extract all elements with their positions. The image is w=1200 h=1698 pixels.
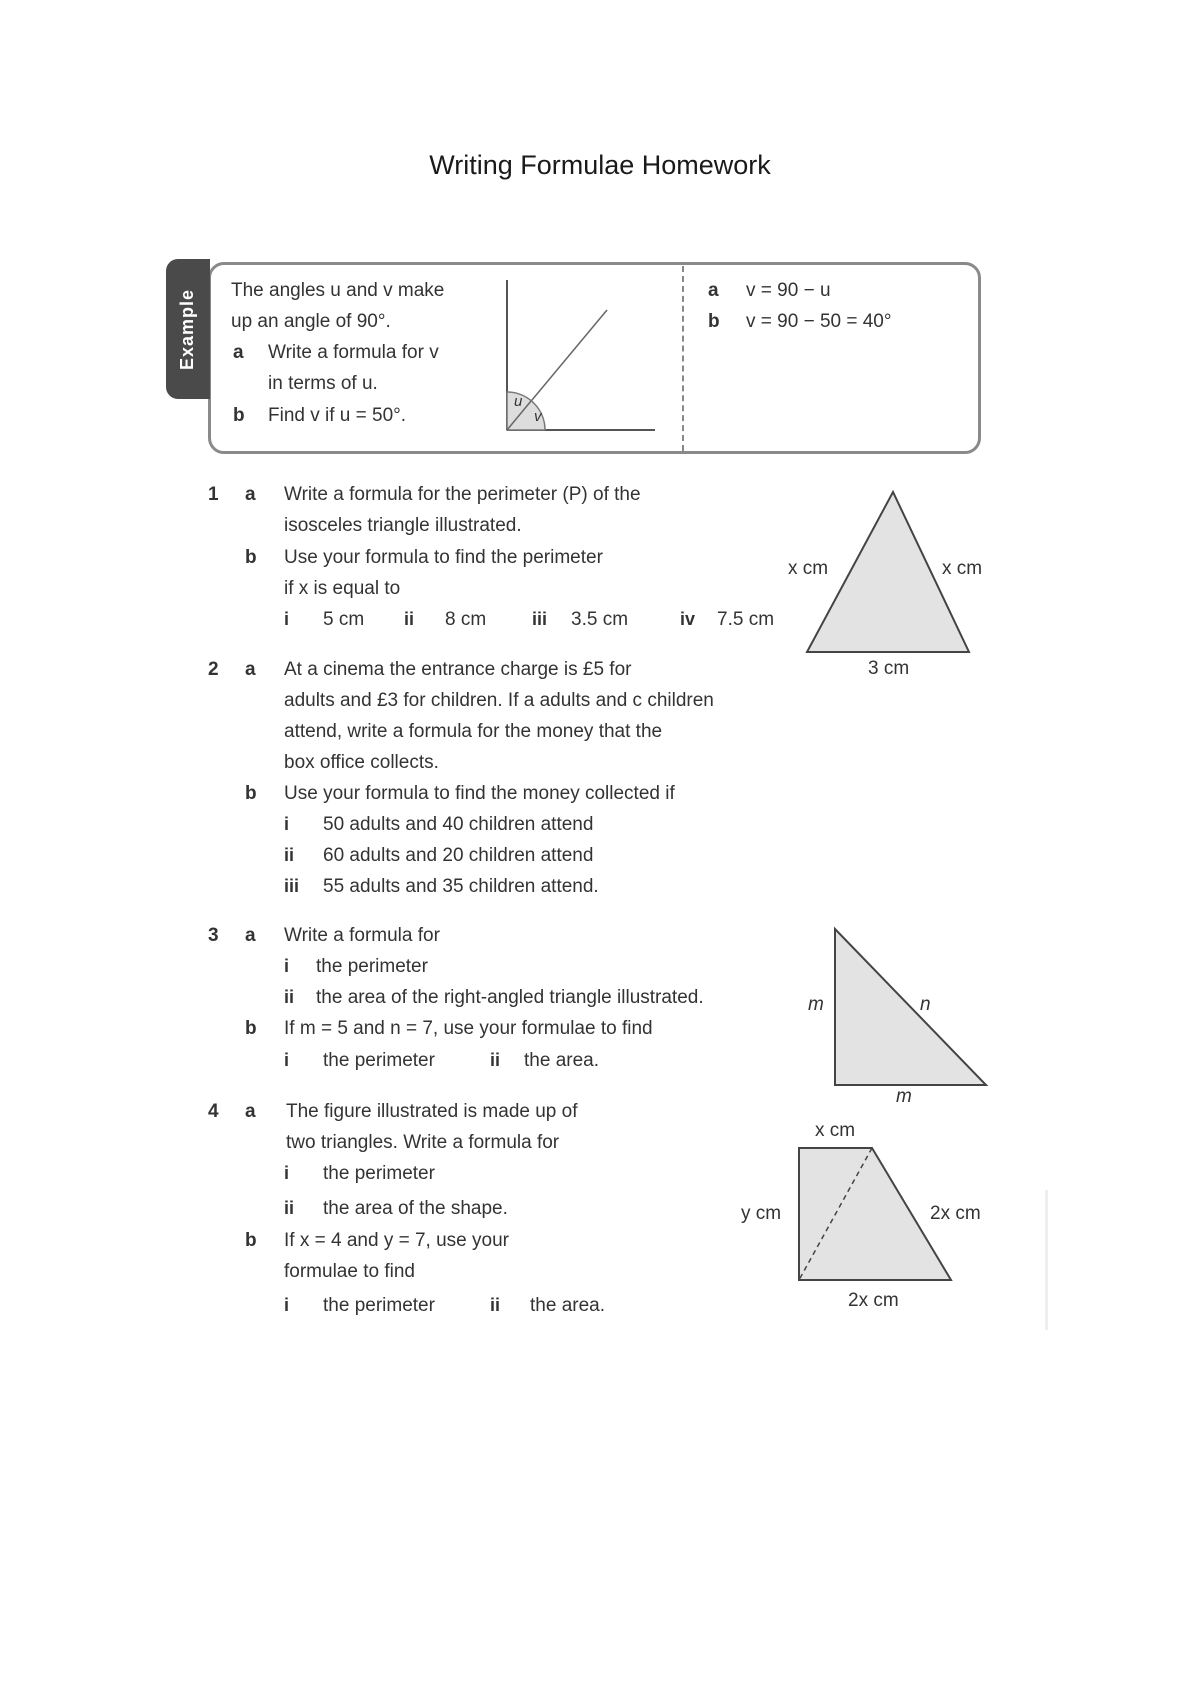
q4-b-ii-text: the area. [530,1295,605,1316]
example-a-text-1: Write a formula for v [268,342,439,363]
q3-b-ii-text: the area. [524,1050,599,1071]
q1-part-num: i [284,609,290,629]
q4-b-line1: If x = 4 and y = 7, use your [284,1230,509,1251]
figure-right-label: 2x cm [930,1203,981,1224]
q1-part-value: 7.5 cm [717,609,775,630]
triangle-base-label: 3 cm [868,658,910,679]
question-number: 2 [208,659,219,680]
q4-b-line2: formulae to find [284,1261,415,1282]
q2-a-letter: a [245,659,256,680]
q3-a-letter: a [245,925,256,946]
q3-b-i-text: the perimeter [323,1050,435,1071]
right-triangle-base-label: m [896,1086,912,1107]
q1-part-value: 3.5 cm [571,609,629,630]
angle-u-label: u [514,393,523,410]
q4-b-letter: b [245,1230,257,1251]
q3-a-line: Write a formula for [284,925,440,946]
q1-a-letter: a [245,484,256,505]
q1-part-num: iv [680,609,696,629]
q2-b-letter: b [245,783,257,804]
q1-part-value: 8 cm [445,609,487,630]
example-intro-2: up an angle of 90°. [231,311,391,332]
q4-a-i-num: i [284,1163,290,1183]
q2-part-text: 55 adults and 35 children attend. [323,876,599,897]
q3-a-ii-num: ii [284,987,295,1007]
angle-diagram [505,280,665,430]
page-title: Writing Formulae Homework [429,150,771,180]
example-intro-1: The angles u and v make [231,280,445,301]
q1-part-num: ii [404,609,415,629]
q1-a-line2: isosceles triangle illustrated. [284,515,522,536]
q2-part-text: 60 adults and 20 children attend [323,845,594,866]
q3-b-i-num: i [284,1050,290,1070]
q2-b-line: Use your formula to find the money collected if [284,783,675,804]
angle-v-label: v [534,408,542,425]
q2-a-line: box office collects. [284,752,439,773]
question-number: 1 [208,484,219,505]
scan-edge-mark [1045,1190,1048,1330]
q3-b-line: If m = 5 and n = 7, use your formulae to find [284,1018,653,1039]
q4-a-letter: a [245,1101,256,1122]
q1-b-letter: b [245,547,257,568]
right-triangle-side-label: m [808,994,824,1015]
q3-a-ii-text: the area of the right-angled triangle illustrated. [316,987,704,1008]
q4-a-ii-num: ii [284,1198,295,1218]
q1-b-line2: if x is equal to [284,578,401,599]
q1-part-num: iii [532,609,548,629]
example-answer-b-letter: b [708,311,720,332]
figure-top-label: x cm [815,1120,856,1141]
q3-b-letter: b [245,1018,257,1039]
q2-part-num: i [284,814,290,834]
q2-a-line: attend, write a formula for the money that the [284,721,663,742]
q4-b-i-num: i [284,1295,290,1315]
figure-base-label: 2x cm [848,1290,899,1311]
q3-a-i-num: i [284,956,290,976]
triangle-right-label: x cm [942,558,983,579]
q3-a-i-text: the perimeter [316,956,428,977]
q2-a-line: adults and £3 for children. If a adults and c children [284,690,714,711]
question-number: 4 [208,1101,219,1122]
example-answer-a: v = 90 − u [746,280,831,301]
triangle-left-label: x cm [788,558,829,579]
right-triangle-hypotenuse-label: n [920,994,931,1015]
q4-a-line1: The figure illustrated is made up of [286,1101,578,1122]
example-a-letter: a [233,342,244,363]
example-answer-a-letter: a [708,280,719,301]
example-tab-label: Example [177,288,198,370]
example-b-text: Find v if u = 50°. [268,405,407,426]
example-tab-label-wrap [166,259,210,399]
q2-part-num: iii [284,876,300,896]
figure-left-label: y cm [741,1203,782,1224]
q4-a-ii-text: the area of the shape. [323,1198,508,1219]
q4-b-ii-num: ii [490,1295,501,1315]
example-divider [682,266,684,451]
example-answer-b: v = 90 − 50 = 40° [746,311,892,332]
right-triangle-diagram [833,927,988,1087]
q1-b-line1: Use your formula to find the perimeter [284,547,603,568]
q4-a-line2: two triangles. Write a formula for [286,1132,560,1153]
question-number: 3 [208,925,219,946]
q2-a-line: At a cinema the entrance charge is £5 for [284,659,632,680]
q2-part-num: ii [284,845,295,865]
q1-part-value: 5 cm [323,609,365,630]
example-a-text-2: in terms of u. [268,373,378,394]
q4-a-i-text: the perimeter [323,1163,435,1184]
q3-b-ii-num: ii [490,1050,501,1070]
example-b-letter: b [233,405,245,426]
q2-part-text: 50 adults and 40 children attend [323,814,594,835]
q4-b-i-text: the perimeter [323,1295,435,1316]
q1-a-line1: Write a formula for the perimeter (P) of the [284,484,641,505]
